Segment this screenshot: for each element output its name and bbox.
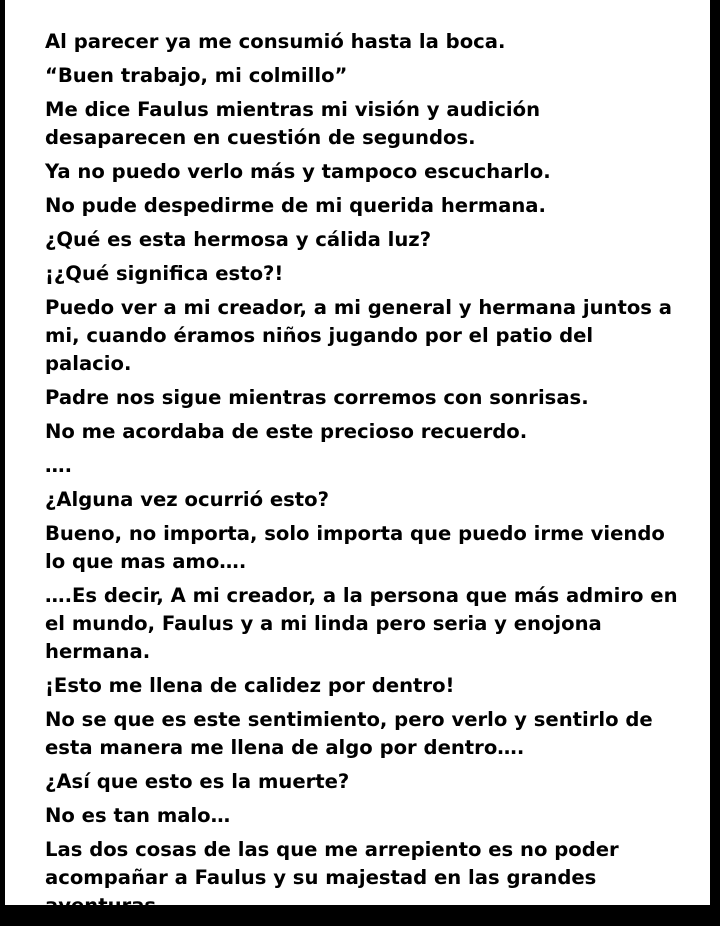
paragraph: Puedo ver a mi creador, a mi general y hermana juntos a mi, cuando éramos niños jugando por el patio del palacio. [45, 296, 673, 375]
paragraph: ….Es decir, A mi creador, a la persona que más admiro en el mundo, Faulus y a mi linda pero seria y enojona hermana. [45, 584, 678, 663]
paragraph: ¡Esto me llena de calidez por dentro! [45, 674, 455, 697]
paragraph: ¿Alguna vez ocurrió esto? [45, 488, 329, 511]
paragraph: Me dice Faulus mientras mi visión y audición desaparecen en cuestión de segundos. [45, 98, 541, 149]
paragraph: Bueno, no importa, solo importa que puedo irme viendo lo que mas amo…. [45, 522, 665, 573]
document-page [5, 0, 710, 917]
paragraph: Ya no puedo verlo más y tampoco escucharlo. [45, 160, 551, 183]
paragraph: No me acordaba de este precioso recuerdo. [45, 420, 528, 443]
document-body [45, 28, 685, 926]
paragraph: …. [45, 454, 73, 477]
paragraph: Las dos cosas de las que me arrepiento es no poder acompañar a Faulus y su majestad en las grandes aventuras, [45, 838, 619, 917]
paragraph: ¿Qué es esta hermosa y cálida luz? [45, 228, 432, 251]
paragraph: Al parecer ya me consumió hasta la boca. [45, 30, 506, 53]
paragraph: No pude despedirme de mi querida hermana. [45, 194, 546, 217]
paragraph: “Buen trabajo, mi colmillo” [45, 64, 348, 87]
paragraph: ¡¿Qué significa esto?! [45, 262, 284, 285]
paragraph: Padre nos sigue mientras corremos con sonrisas. [45, 386, 589, 409]
paragraph: No se que es este sentimiento, pero verlo y sentirlo de esta manera me llena de algo por dentro…. [45, 708, 653, 759]
paragraph: No es tan malo… [45, 804, 231, 827]
paragraph: ¿Así que esto es la muerte? [45, 770, 350, 793]
